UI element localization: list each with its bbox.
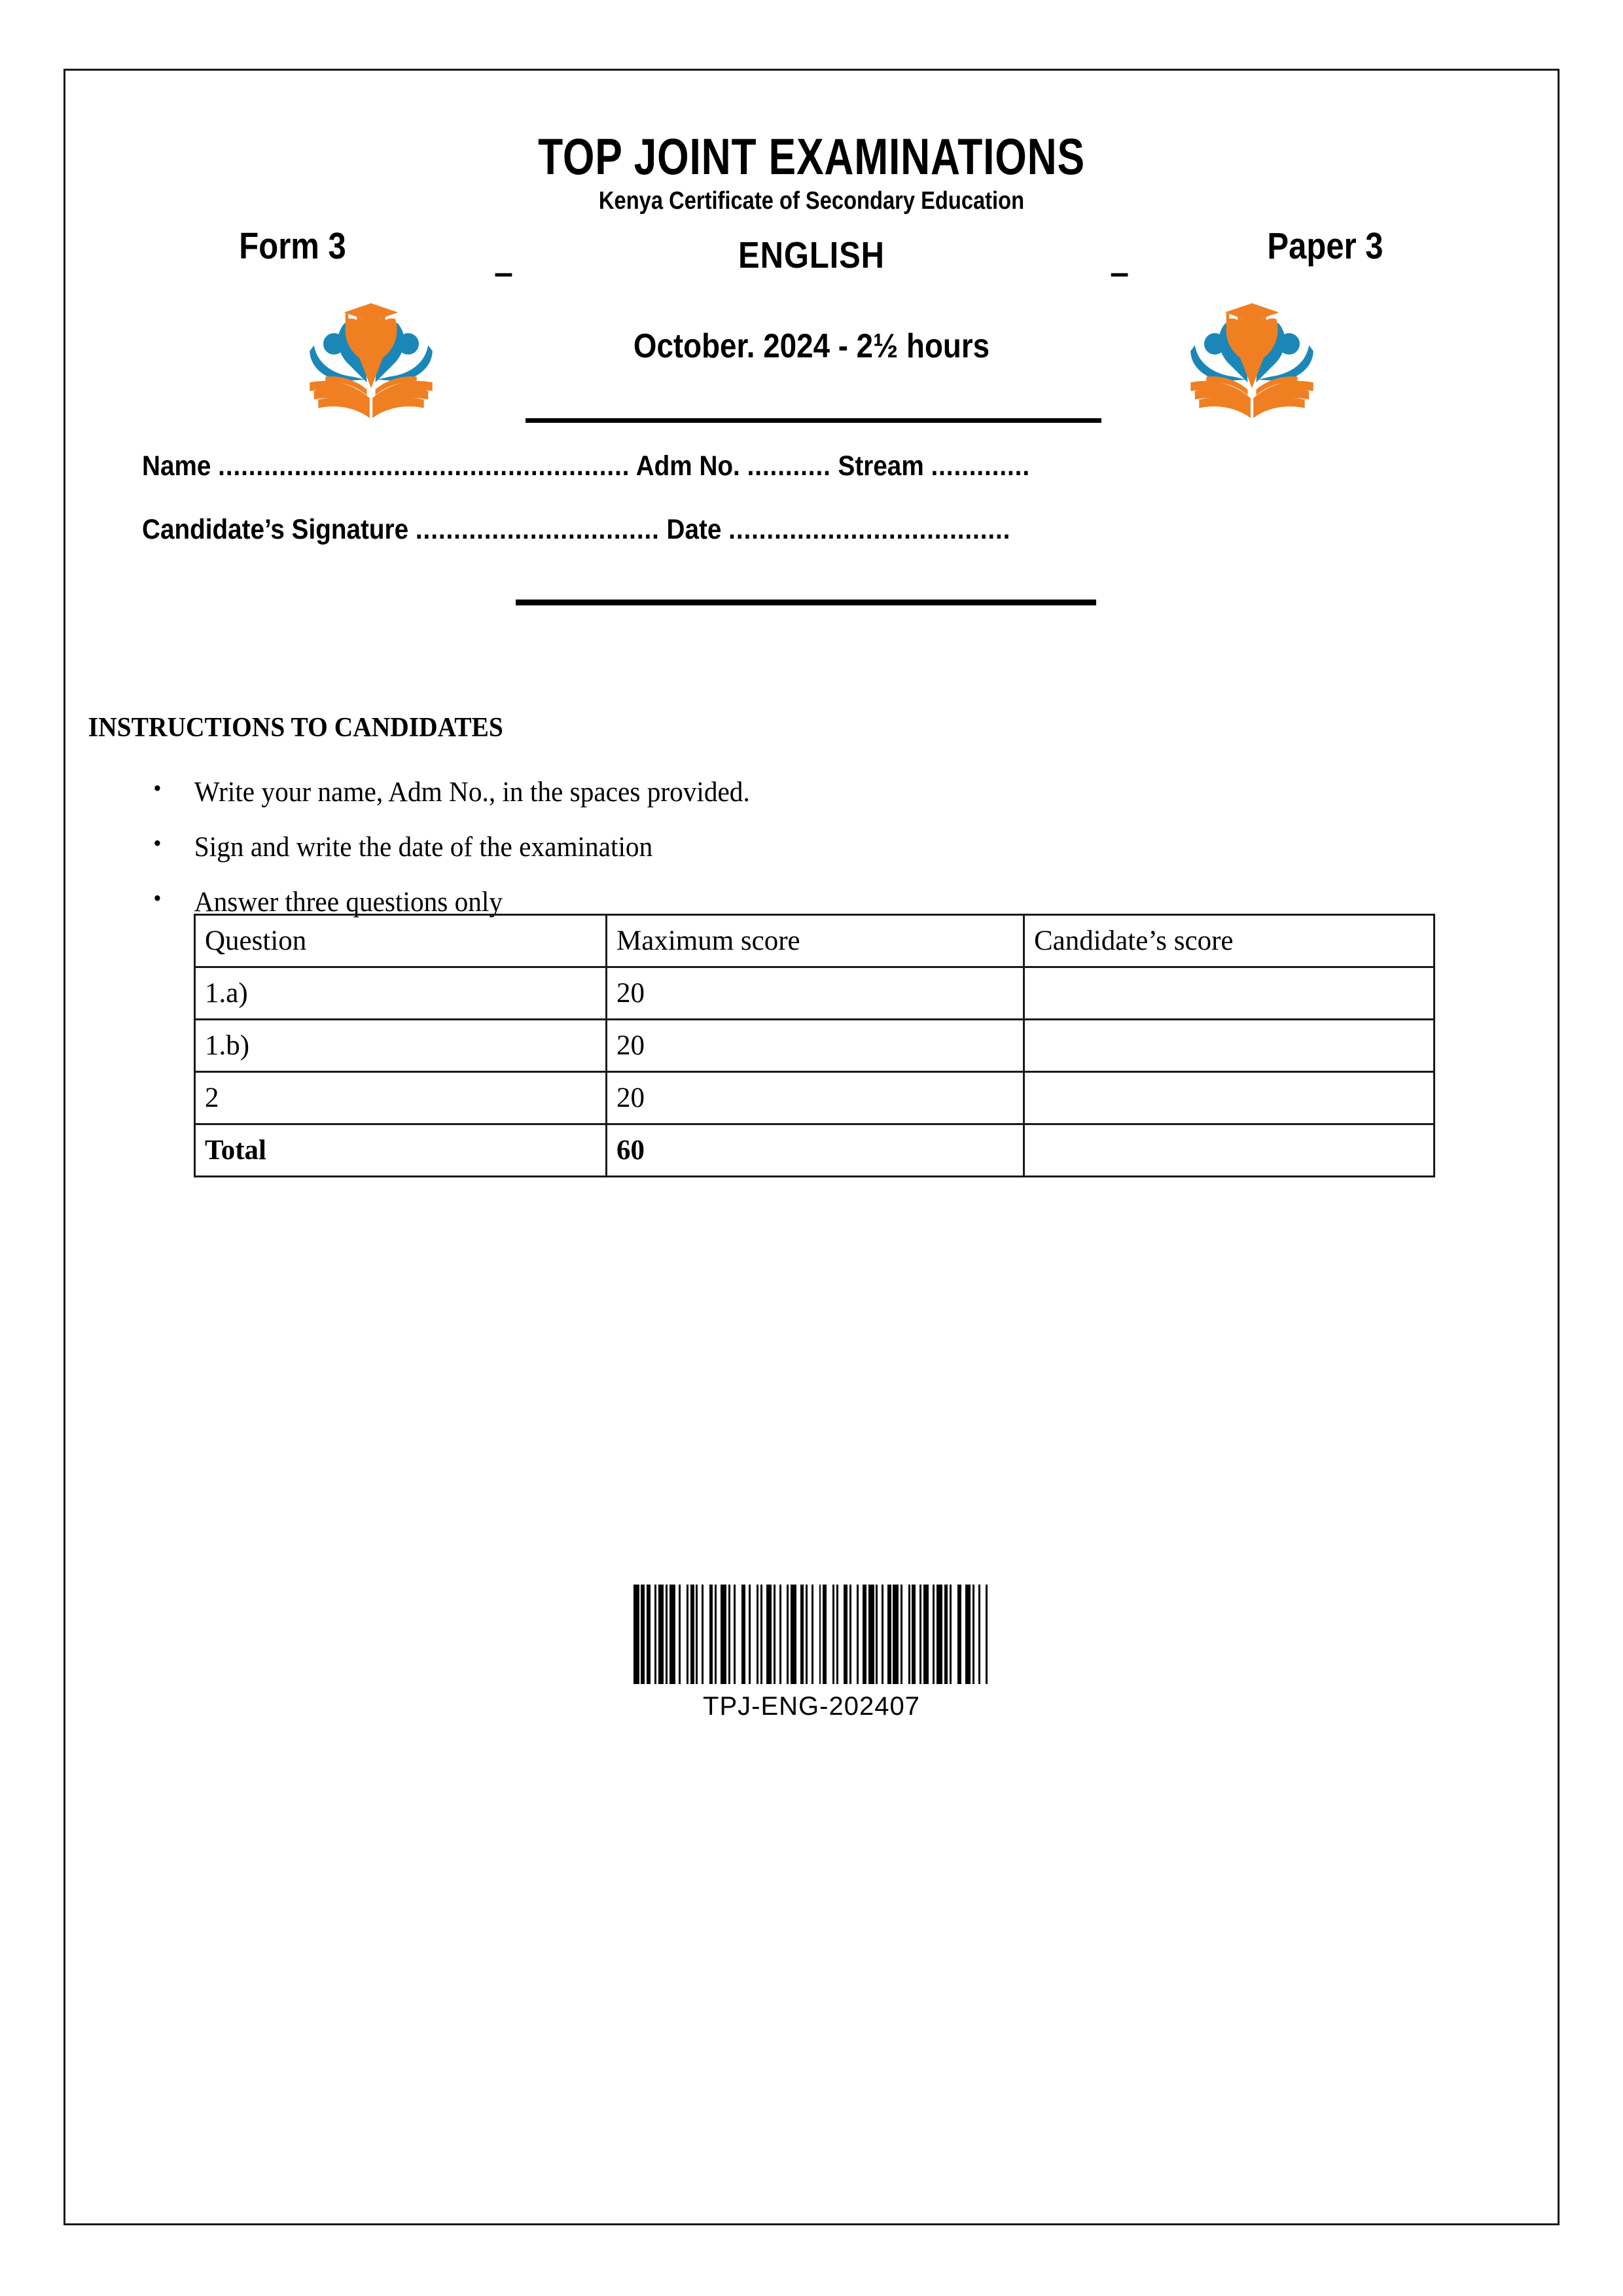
table-header-row [195, 915, 1435, 967]
bullet-icon: • [153, 884, 162, 911]
column-header-maximum-score: Maximum score [607, 915, 1024, 967]
paper-label: Paper 3 [1267, 224, 1383, 267]
header-divider-bottom [516, 600, 1096, 605]
header-divider-top [526, 418, 1101, 423]
question-cell: 1.b) [195, 1020, 607, 1072]
page-border [63, 69, 1560, 2225]
candidate-score-cell[interactable] [1024, 1072, 1435, 1124]
subject-label: ENGLISH [738, 234, 885, 276]
instructions-list [65, 775, 1558, 920]
table-total-row [195, 1124, 1435, 1177]
adm-no-input-dots[interactable]: ........... [747, 450, 831, 482]
instructions-section [65, 712, 1558, 939]
list-item [65, 830, 1498, 865]
table-row [195, 1020, 1435, 1072]
table-row [195, 967, 1435, 1020]
score-table [194, 914, 1435, 1177]
candidate-score-cell[interactable] [1024, 967, 1435, 1020]
bullet-icon: • [153, 829, 162, 856]
date-label: Date [666, 514, 722, 545]
maximum-score-cell: 20 [607, 1072, 1024, 1124]
stream-label: Stream [838, 450, 924, 482]
form-label: Form 3 [239, 224, 346, 267]
exam-subtitle: Kenya Certificate of Secondary Education [598, 187, 1025, 215]
question-cell: 2 [195, 1072, 607, 1124]
maximum-score-cell: 20 [607, 967, 1024, 1020]
total-candidate-cell[interactable] [1024, 1124, 1435, 1177]
signature-field-row [65, 514, 1408, 546]
signature-input-dots[interactable]: ................................ [415, 514, 660, 545]
date-input-dots[interactable]: ..................................... [728, 514, 1011, 545]
exam-title: TOP JOINT EXAMINATIONS [538, 128, 1085, 185]
name-field-row [65, 450, 1408, 482]
bullet-icon: • [153, 775, 162, 801]
candidate-score-cell[interactable] [1024, 1020, 1435, 1072]
total-label-cell: Total [195, 1124, 607, 1177]
stream-input-dots[interactable]: ............. [931, 450, 1030, 482]
table-row [195, 1072, 1435, 1124]
paper-identification-row [65, 224, 1558, 290]
instruction-text: Write your name, Adm No., in the spaces provided. [194, 777, 750, 808]
exam-header [65, 71, 1558, 443]
candidate-details-block [65, 450, 1408, 577]
column-header-candidate-score: Candidate’s score [1024, 915, 1435, 967]
barcode-block [65, 1576, 1558, 1721]
instructions-heading: INSTRUCTIONS TO CANDIDATES [88, 713, 503, 743]
examinations-logo-right [1181, 294, 1323, 420]
list-item [65, 775, 1498, 810]
maximum-score-cell: 20 [607, 1020, 1024, 1072]
instruction-text: Sign and write the date of the examination [194, 831, 653, 863]
instruction-text: Answer three questions only [194, 886, 503, 918]
question-cell: 1.a) [195, 967, 607, 1020]
name-label: Name [142, 450, 211, 482]
barcode-image [633, 1585, 990, 1684]
column-header-question: Question [195, 915, 607, 967]
total-maximum-cell: 60 [607, 1124, 1024, 1177]
name-input-dots[interactable]: ...................................................... [218, 450, 630, 482]
exam-date: October. 2024 - 2½ hours [633, 327, 990, 365]
dash-separator-right: – [1110, 253, 1129, 292]
adm-no-label: Adm No. [635, 450, 740, 482]
dash-separator-left: – [494, 253, 513, 292]
barcode-label: TPJ-ENG-202407 [703, 1692, 920, 1721]
signature-label: Candidate’s Signature [142, 514, 409, 545]
